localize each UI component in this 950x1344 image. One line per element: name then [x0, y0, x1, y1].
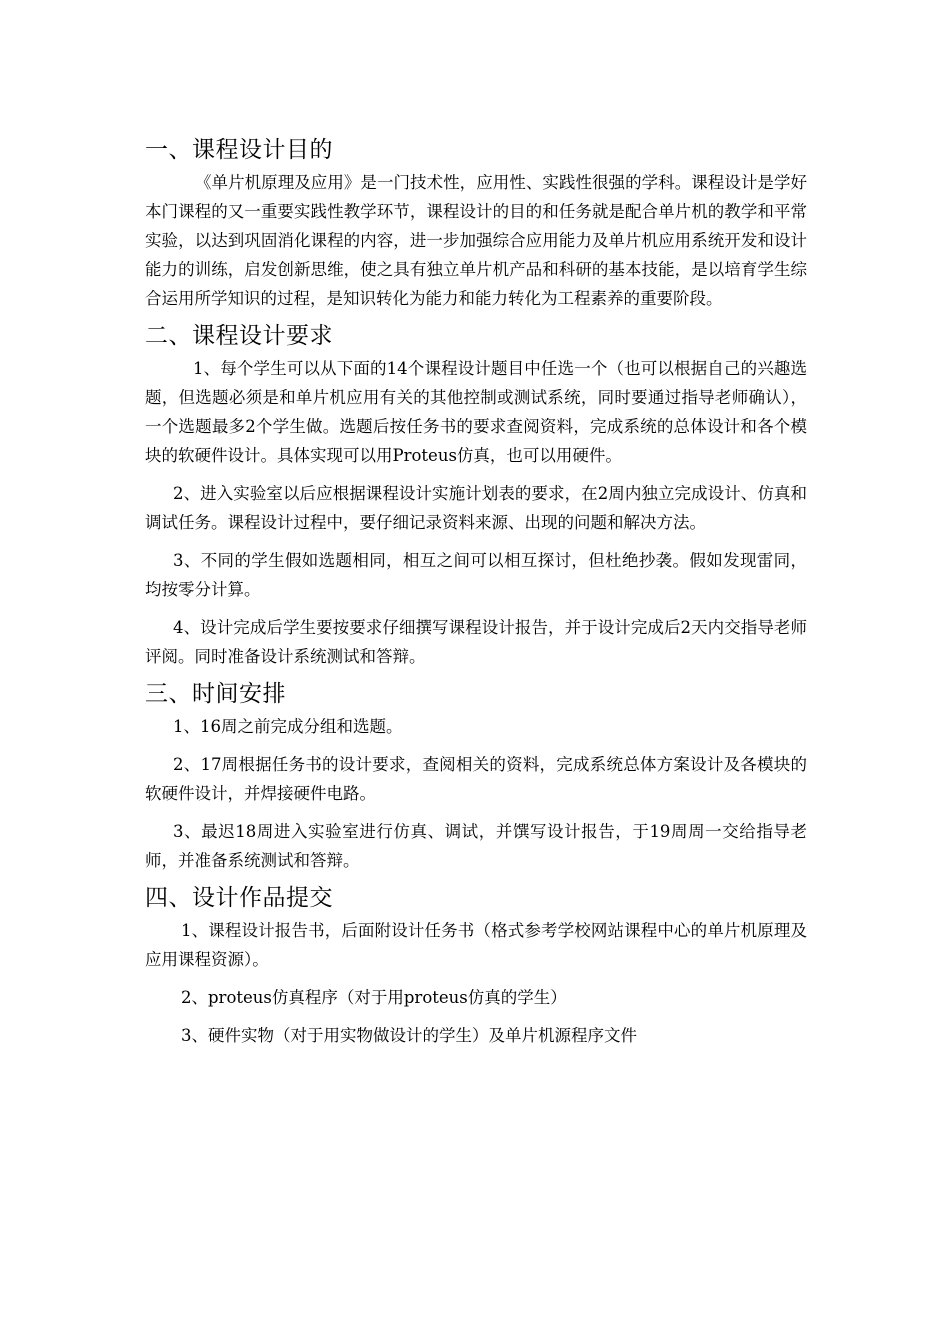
requirement-item-4: 4、设计完成后学生要按要求仔细撰写课程设计报告，并于设计完成后2天内交指导老师评阅。同时准备设计系统测试和答辩。: [145, 618, 807, 666]
requirement-item-2: 2、进入实验室以后应根据课程设计实施计划表的要求，在2周内独立完成设计、仿真和调试任务。课程设计过程中，要仔细记录资料来源、出现的问题和解决方法。: [145, 484, 807, 532]
schedule-item-1: 1、16周之前完成分组和选题。: [173, 717, 403, 736]
submission-item-3: 3、硬件实物（对于用实物做设计的学生）及单片机源程序文件: [181, 1026, 637, 1045]
requirement-item-1: 1、每个学生可以从下面的14个课程设计题目中任选一个（也可以根据自己的兴趣选题，但选题必须是和单片机应用有关的其他控制或测试系统，同时要通过指导老师确认），一个选题最多2个学生做。选题后按任务书的要求查阅资料，完成系统的总体设计和各个模块的软硬件设计。具体实现可以用Proteus仿真，也可以用硬件。: [145, 359, 807, 465]
schedule-item-2: 2、17周根据任务书的设计要求，查阅相关的资料，完成系统总体方案设计及各模块的软硬件设计，并焊接硬件电路。: [145, 755, 807, 803]
document-page: [145, 132, 807, 1050]
section-heading-submission: 四、设计作品提交: [145, 885, 333, 911]
requirement-item-3: 3、不同的学生假如选题相同，相互之间可以相互探讨，但杜绝抄袭。假如发现雷同，均按零分计算。: [145, 551, 807, 599]
schedule-item-3: 3、最迟18周进入实验室进行仿真、调试，并馔写设计报告，于19周周一交给指导老师，并准备系统测试和答辩。: [145, 822, 807, 870]
submission-item-2: 2、proteus仿真程序（对于用proteus仿真的学生）: [181, 988, 567, 1007]
purpose-paragraph: 《单片机原理及应用》是一门技术性，应用性、实践性很强的学科。课程设计是学好本门课程的又一重要实践性教学环节，课程设计的目的和任务就是配合单片机的教学和平常实验，以达到巩固消化课程的内容，进一步加强综合应用能力及单片机应用系统开发和设计能力的训练，启发创新思维，使之具有独立单片机产品和科研的基本技能，是以培育学生综合运用所学知识的过程，是知识转化为能力和能力转化为工程素养的重要阶段。: [145, 173, 807, 308]
submission-item-1: 1、课程设计报告书，后面附设计任务书（格式参考学校网站课程中心的单片机原理及应用课程资源）。: [145, 921, 807, 969]
section-heading-schedule: 三、时间安排: [145, 681, 286, 707]
section-heading-purpose: 一、课程设计目的: [145, 137, 333, 163]
section-heading-requirements: 二、课程设计要求: [145, 323, 333, 349]
